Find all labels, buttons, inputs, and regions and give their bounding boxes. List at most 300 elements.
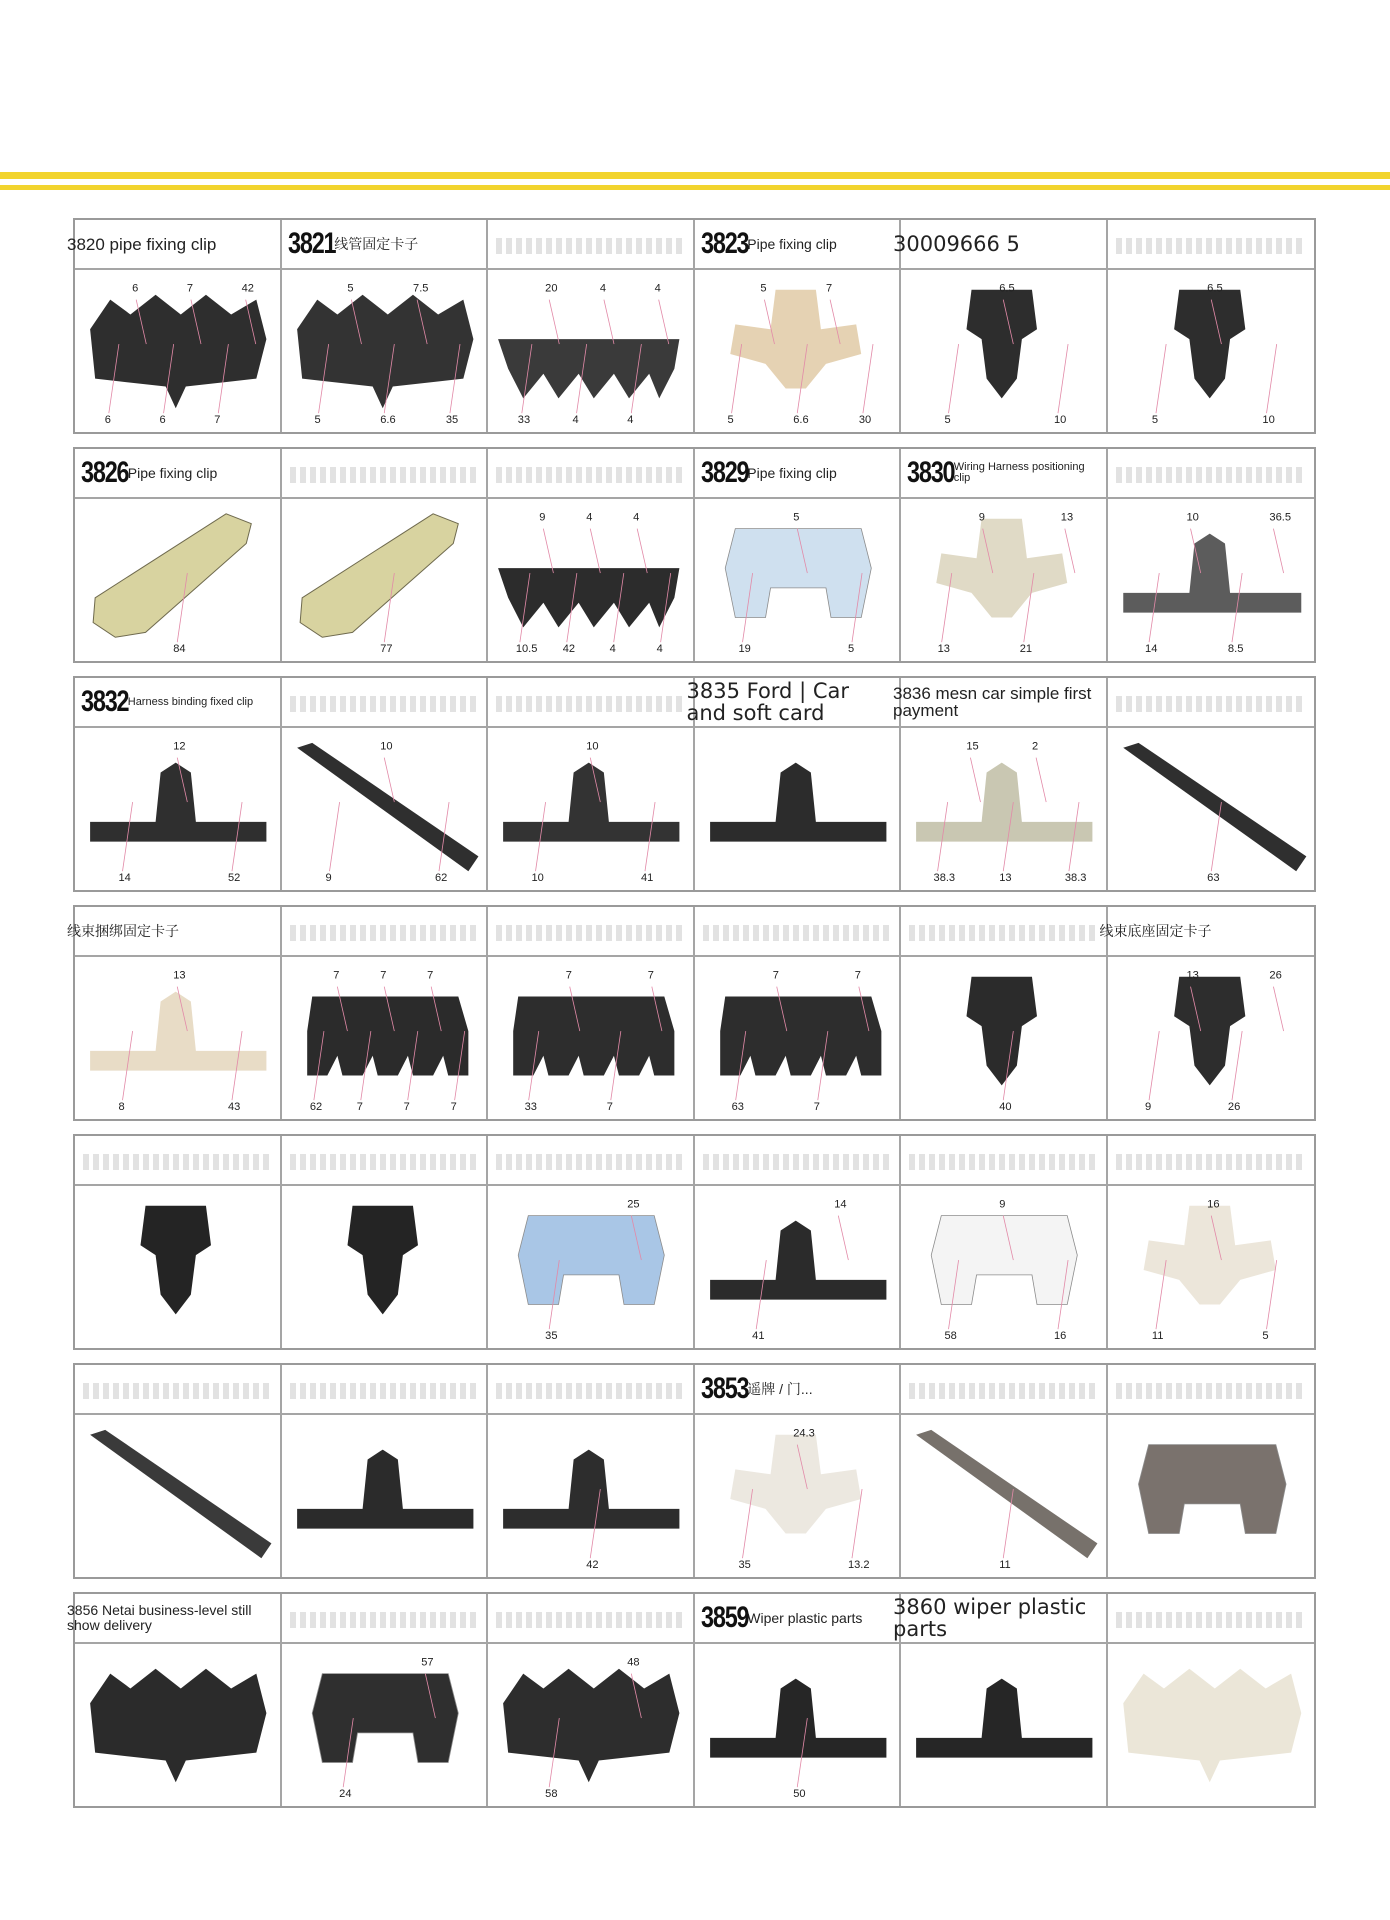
part-header bbox=[282, 449, 487, 499]
dimension-label: 42 bbox=[562, 643, 576, 656]
part-label: 3856 Netai business-level still show delivery bbox=[67, 1602, 252, 1633]
part-cell bbox=[488, 220, 695, 432]
dimension-label: 7 bbox=[186, 282, 194, 295]
catalog-row bbox=[67, 218, 1316, 434]
dimension-label: 2 bbox=[1032, 740, 1039, 753]
dimension-label: 16 bbox=[1206, 1198, 1220, 1211]
dimension-label: 9 bbox=[539, 511, 546, 524]
part-header bbox=[75, 1136, 280, 1186]
catalog-row bbox=[67, 905, 1316, 1121]
part-image bbox=[488, 270, 693, 432]
faded-label bbox=[496, 696, 685, 712]
part-cell bbox=[67, 907, 282, 1119]
part-header bbox=[695, 220, 900, 270]
part-cell bbox=[67, 1594, 282, 1806]
faded-label bbox=[290, 467, 479, 483]
dimension-label: 4 bbox=[572, 414, 579, 427]
part-drawing bbox=[695, 1415, 900, 1577]
dimension-label: 4 bbox=[656, 643, 663, 656]
part-drawing bbox=[75, 957, 280, 1119]
dimension-label: 13 bbox=[1060, 511, 1074, 524]
dimension-label: 7 bbox=[647, 969, 654, 982]
dimension-label: 10 bbox=[1053, 414, 1067, 427]
dimension-label: 13 bbox=[1185, 969, 1199, 982]
part-photo bbox=[93, 514, 251, 637]
part-image bbox=[901, 1644, 1106, 1806]
dimension-label: 13.2 bbox=[847, 1559, 870, 1572]
faded-label bbox=[1116, 467, 1307, 483]
part-image bbox=[901, 270, 1106, 432]
part-photo bbox=[300, 514, 458, 637]
part-drawing bbox=[1108, 1415, 1315, 1577]
part-header bbox=[488, 220, 693, 270]
part-drawing bbox=[901, 957, 1106, 1119]
dimension-label: 12 bbox=[173, 740, 186, 753]
dimension-label: 35 bbox=[737, 1559, 751, 1572]
part-cell bbox=[695, 1365, 902, 1577]
dimension-label: 50 bbox=[792, 1788, 806, 1801]
part-image bbox=[75, 499, 280, 661]
part-drawing bbox=[488, 1186, 693, 1348]
part-code: 3821 bbox=[287, 227, 335, 260]
part-cell bbox=[488, 1594, 695, 1806]
part-drawing bbox=[75, 499, 280, 661]
faded-label bbox=[83, 1383, 272, 1399]
dimension-line bbox=[1231, 1031, 1241, 1100]
part-label: 3860 wiper plastic parts bbox=[893, 1595, 1087, 1641]
part-image bbox=[488, 1415, 693, 1577]
faded-label bbox=[290, 1612, 479, 1628]
part-image bbox=[901, 1415, 1106, 1577]
dimension-line bbox=[1273, 987, 1283, 1031]
part-cell bbox=[67, 220, 282, 432]
part-drawing bbox=[75, 270, 280, 432]
part-drawing bbox=[488, 728, 693, 890]
part-cell bbox=[901, 1365, 1108, 1577]
part-header bbox=[901, 1136, 1106, 1186]
part-header bbox=[893, 1594, 1106, 1644]
faded-label bbox=[496, 238, 685, 254]
dimension-label: 10 bbox=[531, 872, 544, 885]
dimension-label: 10 bbox=[379, 740, 393, 753]
part-drawing bbox=[75, 1644, 280, 1806]
part-drawing bbox=[75, 1186, 280, 1348]
part-cell bbox=[282, 1594, 489, 1806]
dimension-label: 8 bbox=[118, 1101, 125, 1114]
dimension-label: 6.6 bbox=[792, 414, 809, 427]
part-header bbox=[488, 449, 693, 499]
part-cell bbox=[75, 449, 282, 661]
part-header bbox=[75, 678, 280, 728]
dimension-label: 6.5 bbox=[1206, 282, 1223, 295]
dimension-label: 9 bbox=[1144, 1101, 1151, 1114]
dimension-label: 14 bbox=[1144, 643, 1157, 656]
dimension-line bbox=[1273, 529, 1283, 573]
part-image bbox=[1108, 1415, 1315, 1577]
part-cell bbox=[695, 1594, 902, 1806]
part-image bbox=[75, 1415, 280, 1577]
part-label: 遥牌 / 门... bbox=[747, 1380, 813, 1397]
dimension-label: 62 bbox=[309, 1101, 322, 1114]
part-image bbox=[901, 499, 1106, 661]
dimension-label: 7 bbox=[565, 969, 572, 982]
part-header bbox=[282, 1365, 487, 1415]
dimension-label: 35 bbox=[545, 1330, 558, 1343]
part-header bbox=[488, 1365, 693, 1415]
part-header bbox=[695, 449, 900, 499]
part-cell bbox=[488, 1136, 695, 1348]
part-drawing bbox=[282, 499, 487, 661]
dimension-label: 58 bbox=[944, 1330, 957, 1343]
part-header bbox=[282, 678, 487, 728]
part-photo bbox=[307, 997, 468, 1076]
part-drawing bbox=[695, 1186, 900, 1348]
dimension-label: 10 bbox=[1261, 414, 1275, 427]
faded-label bbox=[703, 925, 892, 941]
dimension-label: 30 bbox=[858, 414, 871, 427]
part-image bbox=[1108, 957, 1315, 1119]
part-drawing bbox=[1108, 1644, 1315, 1806]
dimension-label: 16 bbox=[1053, 1330, 1067, 1343]
dimension-label: 5 bbox=[847, 643, 854, 656]
dimension-label: 7 bbox=[813, 1101, 820, 1114]
dimension-label: 13 bbox=[937, 643, 950, 656]
part-code: 3823 bbox=[700, 227, 748, 260]
dimension-label: 77 bbox=[379, 643, 393, 656]
part-image bbox=[282, 728, 487, 890]
part-drawing bbox=[901, 1644, 1106, 1806]
dimension-label: 5 bbox=[727, 414, 734, 427]
dimension-line bbox=[543, 529, 553, 573]
dimension-label: 63 bbox=[731, 1101, 744, 1114]
dimension-label: 40 bbox=[999, 1101, 1012, 1114]
dimension-label: 7 bbox=[825, 282, 832, 295]
part-photo bbox=[297, 740, 478, 871]
dimension-label: 26 bbox=[1268, 969, 1282, 982]
part-drawing bbox=[282, 1644, 487, 1806]
part-cell bbox=[893, 1594, 1108, 1806]
part-cell bbox=[488, 678, 695, 890]
dimension-line bbox=[659, 300, 669, 344]
part-photo bbox=[710, 1221, 886, 1300]
part-header bbox=[1108, 449, 1315, 499]
catalog-row bbox=[73, 447, 1316, 663]
part-label: 线束底座固定卡子 bbox=[1099, 922, 1212, 939]
faded-label bbox=[703, 1154, 892, 1170]
part-label: Wiper plastic parts bbox=[747, 1609, 863, 1626]
part-photo bbox=[730, 1435, 861, 1534]
part-header bbox=[282, 1594, 487, 1644]
faded-label bbox=[1116, 1154, 1307, 1170]
part-photo bbox=[1123, 743, 1306, 871]
part-header bbox=[488, 1594, 693, 1644]
dimension-label: 4 bbox=[609, 643, 616, 656]
part-header bbox=[695, 1594, 900, 1644]
dimension-line bbox=[1058, 344, 1068, 413]
part-drawing bbox=[695, 270, 900, 432]
part-image bbox=[695, 957, 900, 1119]
part-header bbox=[686, 678, 900, 728]
part-label: 3820 pipe fixing clip bbox=[67, 234, 217, 254]
part-image bbox=[1108, 728, 1315, 890]
faded-label bbox=[290, 1383, 479, 1399]
part-drawing bbox=[282, 270, 487, 432]
part-label: 3835 Ford | Car and soft card bbox=[686, 679, 849, 725]
part-image bbox=[282, 499, 487, 661]
part-cell bbox=[695, 1136, 902, 1348]
dimension-label: 7 bbox=[356, 1101, 363, 1114]
faded-label bbox=[1116, 1612, 1307, 1628]
dimension-label: 5 bbox=[1261, 1330, 1269, 1343]
part-cell bbox=[282, 907, 489, 1119]
part-photo bbox=[518, 1216, 664, 1305]
part-photo bbox=[730, 290, 861, 389]
part-cell bbox=[282, 220, 489, 432]
part-cell bbox=[686, 678, 902, 890]
dimension-label: 9 bbox=[324, 872, 332, 885]
part-image bbox=[75, 728, 280, 890]
dimension-label: 14 bbox=[118, 872, 131, 885]
part-photo bbox=[312, 1674, 458, 1763]
part-photo bbox=[916, 763, 1092, 842]
part-drawing bbox=[488, 270, 693, 432]
part-cell bbox=[1108, 1365, 1315, 1577]
part-photo bbox=[936, 519, 1067, 618]
part-cell bbox=[488, 907, 695, 1119]
faded-label bbox=[83, 1154, 272, 1170]
part-cell bbox=[695, 907, 902, 1119]
faded-label bbox=[290, 1154, 479, 1170]
part-header bbox=[282, 1136, 487, 1186]
catalog-row bbox=[67, 1592, 1316, 1808]
part-image bbox=[75, 1186, 280, 1348]
part-photo bbox=[710, 1679, 886, 1758]
part-photo bbox=[90, 1669, 266, 1783]
part-photo bbox=[297, 295, 473, 409]
part-header bbox=[67, 907, 280, 957]
part-cell bbox=[488, 1365, 695, 1577]
part-header bbox=[488, 1136, 693, 1186]
part-photo bbox=[725, 529, 871, 618]
part-code: 3826 bbox=[81, 456, 129, 489]
dimension-line bbox=[1149, 1031, 1159, 1100]
part-cell bbox=[901, 907, 1108, 1119]
dimension-label: 52 bbox=[227, 872, 241, 885]
part-image bbox=[695, 499, 900, 661]
dimension-label: 10 bbox=[1185, 511, 1199, 524]
dimension-label: 15 bbox=[966, 740, 979, 753]
part-image bbox=[695, 728, 900, 890]
part-photo bbox=[503, 1669, 679, 1783]
part-drawing bbox=[1108, 728, 1315, 890]
dimension-label: 24 bbox=[338, 1788, 351, 1801]
dimension-label: 6 bbox=[159, 414, 166, 427]
part-header bbox=[1108, 1136, 1315, 1186]
dimension-label: 5 bbox=[792, 511, 799, 524]
part-image bbox=[75, 270, 280, 432]
part-cell bbox=[282, 678, 489, 890]
dimension-line bbox=[1266, 344, 1276, 413]
dimension-label: 6 bbox=[104, 414, 111, 427]
dimension-label: 5 bbox=[759, 282, 767, 295]
dimension-label: 7 bbox=[606, 1101, 613, 1114]
part-drawing bbox=[1108, 499, 1315, 661]
dimension-line bbox=[970, 758, 980, 802]
dimension-label: 4 bbox=[654, 282, 661, 295]
part-drawing bbox=[1108, 1186, 1315, 1348]
part-cell bbox=[1108, 1136, 1315, 1348]
part-header bbox=[901, 449, 1106, 499]
dimension-line bbox=[1065, 529, 1075, 573]
dimension-label: 25 bbox=[627, 1198, 640, 1211]
part-photo bbox=[1123, 534, 1301, 613]
part-cell bbox=[75, 1136, 282, 1348]
faded-label bbox=[496, 925, 685, 941]
part-photo bbox=[90, 992, 266, 1071]
dimension-label: 4 bbox=[633, 511, 640, 524]
part-label: Wiring Harness positioning clip bbox=[953, 461, 1085, 484]
part-drawing bbox=[282, 957, 487, 1119]
dimension-label: 7 bbox=[450, 1101, 457, 1114]
part-cell bbox=[695, 220, 902, 432]
part-label: 线束捆绑固定卡子 bbox=[67, 922, 179, 939]
part-photo bbox=[1174, 977, 1245, 1086]
part-image bbox=[1108, 1186, 1315, 1348]
part-label: 3836 mesn car simple first payment bbox=[893, 684, 1092, 720]
dimension-label: 7.5 bbox=[412, 282, 428, 295]
dimension-label: 7 bbox=[379, 969, 386, 982]
dimension-label: 38.3 bbox=[1064, 872, 1087, 885]
part-label: 30009666 5 bbox=[893, 232, 1020, 256]
dimension-line bbox=[1155, 344, 1165, 413]
dimension-label: 8.5 bbox=[1227, 643, 1243, 656]
catalog-row bbox=[73, 1363, 1316, 1579]
part-image bbox=[695, 1186, 900, 1348]
part-photo bbox=[90, 763, 266, 842]
part-image bbox=[282, 270, 487, 432]
part-label: Pipe fixing clip bbox=[127, 464, 218, 481]
part-header bbox=[901, 1365, 1106, 1415]
dimension-line bbox=[637, 529, 647, 573]
dimension-label: 20 bbox=[545, 282, 558, 295]
dimension-line bbox=[549, 300, 559, 344]
part-photo bbox=[1143, 1206, 1275, 1305]
dimension-label: 5 bbox=[314, 414, 321, 427]
part-image bbox=[488, 728, 693, 890]
part-image bbox=[488, 1644, 693, 1806]
yellow-stripe-top bbox=[0, 172, 1390, 179]
part-photo bbox=[1123, 1669, 1301, 1783]
part-drawing bbox=[695, 957, 900, 1119]
part-image bbox=[282, 1644, 487, 1806]
part-header bbox=[75, 449, 280, 499]
part-photo bbox=[503, 1450, 679, 1529]
part-image bbox=[695, 1644, 900, 1806]
dimension-label: 9 bbox=[999, 1198, 1006, 1211]
part-drawing bbox=[695, 1644, 900, 1806]
part-header bbox=[1108, 1365, 1315, 1415]
dimension-label: 62 bbox=[434, 872, 447, 885]
part-image bbox=[1108, 270, 1315, 432]
part-drawing bbox=[1108, 270, 1315, 432]
faded-label bbox=[496, 1154, 685, 1170]
dimension-label: 33 bbox=[517, 414, 531, 427]
part-photo bbox=[90, 1430, 271, 1558]
part-label: Pipe fixing clip bbox=[747, 464, 837, 481]
dimension-label: 84 bbox=[173, 643, 186, 656]
faded-label bbox=[1116, 696, 1307, 712]
part-photo bbox=[710, 763, 886, 842]
part-cell bbox=[1108, 449, 1315, 661]
dimension-label: 42 bbox=[241, 282, 254, 295]
part-header bbox=[1108, 220, 1315, 270]
part-image bbox=[695, 1415, 900, 1577]
dimension-label: 6.6 bbox=[379, 414, 396, 427]
part-header bbox=[488, 678, 693, 728]
part-drawing bbox=[488, 1644, 693, 1806]
faded-label bbox=[496, 1383, 685, 1399]
dimension-label: 35 bbox=[445, 414, 458, 427]
catalog-row bbox=[73, 1134, 1316, 1350]
part-image bbox=[1108, 1644, 1315, 1806]
faded-label bbox=[1116, 238, 1307, 254]
part-photo bbox=[1174, 290, 1245, 399]
dimension-label: 19 bbox=[737, 643, 751, 656]
part-drawing bbox=[901, 1186, 1106, 1348]
part-photo bbox=[916, 1430, 1097, 1558]
dimension-line bbox=[329, 802, 339, 871]
part-header bbox=[695, 907, 900, 957]
dimension-label: 24.3 bbox=[792, 1427, 815, 1440]
faded-label bbox=[496, 1612, 685, 1628]
part-drawing bbox=[1108, 957, 1315, 1119]
part-photo bbox=[916, 1679, 1092, 1758]
dimension-line bbox=[949, 344, 959, 413]
part-image bbox=[1108, 499, 1315, 661]
part-photo bbox=[498, 568, 679, 627]
part-header bbox=[695, 1365, 900, 1415]
dimension-label: 26 bbox=[1227, 1101, 1240, 1114]
part-header bbox=[893, 678, 1106, 728]
part-photo bbox=[297, 1450, 473, 1529]
part-photo bbox=[347, 1206, 418, 1315]
part-image bbox=[695, 270, 900, 432]
part-photo bbox=[513, 997, 674, 1076]
part-cell bbox=[901, 449, 1108, 661]
dimension-label: 7 bbox=[332, 969, 339, 982]
dimension-line bbox=[862, 344, 872, 413]
part-drawing bbox=[901, 728, 1106, 890]
part-photo bbox=[931, 1216, 1077, 1305]
yellow-stripe-bottom bbox=[0, 185, 1390, 190]
part-cell bbox=[75, 678, 282, 890]
part-cell bbox=[695, 449, 902, 661]
dimension-label: 7 bbox=[403, 1101, 410, 1114]
part-header bbox=[282, 220, 487, 270]
dimension-label: 10.5 bbox=[515, 643, 538, 656]
part-photo bbox=[720, 997, 881, 1076]
dimension-label: 21 bbox=[1019, 643, 1033, 656]
part-drawing bbox=[695, 499, 900, 661]
part-code: 3853 bbox=[700, 1372, 748, 1405]
part-header bbox=[695, 1136, 900, 1186]
dimension-line bbox=[838, 1216, 848, 1260]
dimension-label: 57 bbox=[420, 1656, 434, 1669]
part-image bbox=[488, 1186, 693, 1348]
part-drawing bbox=[282, 1415, 487, 1577]
dimension-label: 5 bbox=[944, 414, 951, 427]
part-header bbox=[1108, 678, 1315, 728]
